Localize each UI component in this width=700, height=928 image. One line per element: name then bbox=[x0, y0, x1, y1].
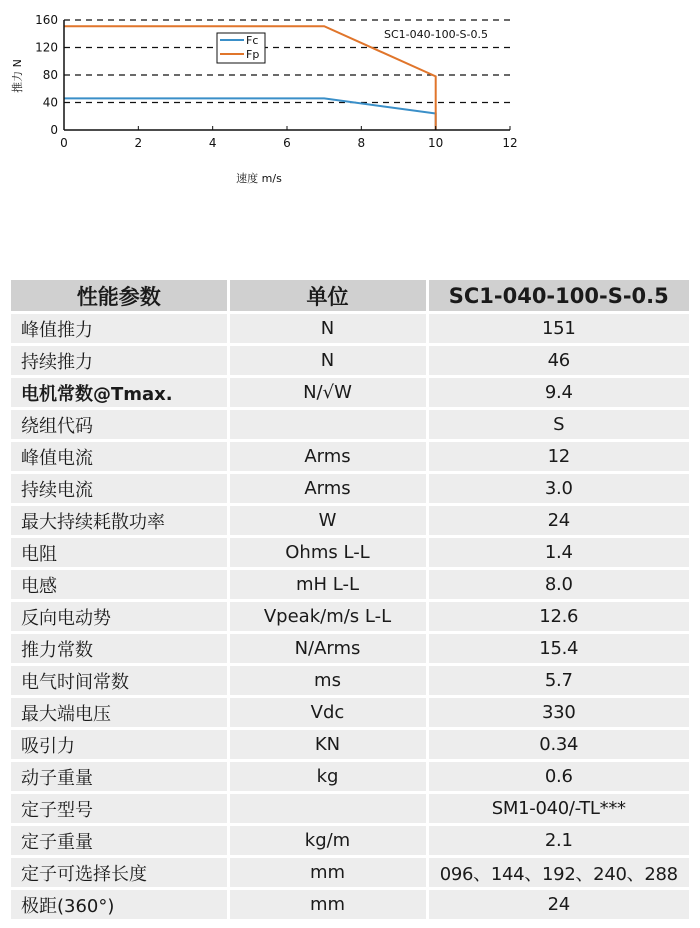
table-row bbox=[11, 857, 689, 889]
value-cell: 3.0 bbox=[427, 473, 689, 505]
value-cell: 1.4 bbox=[427, 537, 689, 569]
param-name-cell: 最大端电压 bbox=[11, 697, 228, 729]
table-row bbox=[11, 633, 689, 665]
table-row bbox=[11, 793, 689, 825]
value-cell: 12.6 bbox=[427, 601, 689, 633]
unit-cell: W bbox=[228, 505, 427, 537]
force-speed-chart bbox=[0, 0, 700, 200]
param-name-cell: 持续电流 bbox=[11, 473, 228, 505]
y-tick-label: 160 bbox=[35, 13, 58, 27]
x-axis-title: 速度 m/s bbox=[236, 172, 282, 185]
value-cell: 151 bbox=[427, 313, 689, 345]
param-name-cell: 动子重量 bbox=[11, 761, 228, 793]
unit-cell: kg bbox=[228, 761, 427, 793]
value-cell: 15.4 bbox=[427, 633, 689, 665]
legend bbox=[217, 33, 265, 63]
table-row bbox=[11, 473, 689, 505]
unit-cell: KN bbox=[228, 729, 427, 761]
value-cell: S bbox=[427, 409, 689, 441]
value-cell: 12 bbox=[427, 441, 689, 473]
value-cell: 0.6 bbox=[427, 761, 689, 793]
param-name-cell: 绕组代码 bbox=[11, 409, 228, 441]
value-cell: 24 bbox=[427, 889, 689, 921]
model-annotation: SC1-040-100-S-0.5 bbox=[384, 28, 489, 41]
value-cell: 8.0 bbox=[427, 569, 689, 601]
unit-cell: kg/m bbox=[228, 825, 427, 857]
value-cell: 9.4 bbox=[427, 377, 689, 409]
param-name-cell: 极距(360°) bbox=[11, 889, 228, 921]
value-cell: 2.1 bbox=[427, 825, 689, 857]
legend-label-fp: Fp bbox=[246, 48, 260, 61]
x-tick-label: 0 bbox=[60, 136, 68, 150]
table-row bbox=[11, 729, 689, 761]
table-row bbox=[11, 345, 689, 377]
y-axis-title: 推力 N bbox=[11, 59, 24, 93]
x-tick-label: 2 bbox=[134, 136, 143, 150]
header-unit: 单位 bbox=[228, 280, 427, 313]
value-cell: 330 bbox=[427, 697, 689, 729]
legend-label-fc: Fc bbox=[246, 34, 259, 47]
table-row bbox=[11, 569, 689, 601]
param-name-cell: 定子可选择长度 bbox=[11, 857, 228, 889]
table-row bbox=[11, 409, 689, 441]
unit-cell: mH L-L bbox=[228, 569, 427, 601]
table-row bbox=[11, 697, 689, 729]
x-tick-label: 12 bbox=[502, 136, 518, 150]
param-name-cell: 反向电动势 bbox=[11, 601, 228, 633]
spec-table bbox=[11, 280, 689, 922]
param-name-cell: 定子重量 bbox=[11, 825, 228, 857]
table-row bbox=[11, 505, 689, 537]
table-header-row bbox=[11, 280, 689, 313]
param-name-cell: 电感 bbox=[11, 569, 228, 601]
x-tick-label: 10 bbox=[428, 136, 444, 150]
table-row bbox=[11, 665, 689, 697]
param-name-cell: 峰值电流 bbox=[11, 441, 228, 473]
x-tick-label: 8 bbox=[357, 136, 366, 150]
param-name-cell: 吸引力 bbox=[11, 729, 228, 761]
header-param: 性能参数 bbox=[11, 280, 228, 313]
param-name-cell: 电阻 bbox=[11, 537, 228, 569]
y-tick-label: 120 bbox=[35, 40, 58, 55]
unit-cell bbox=[228, 793, 427, 825]
table-row bbox=[11, 825, 689, 857]
table-row bbox=[11, 761, 689, 793]
unit-cell bbox=[228, 409, 427, 441]
unit-cell: mm bbox=[228, 889, 427, 921]
param-name-cell: 电机常数@Tmax. bbox=[11, 377, 228, 409]
param-name-cell: 最大持续耗散功率 bbox=[11, 505, 228, 537]
param-name-cell: 持续推力 bbox=[11, 345, 228, 377]
table-row bbox=[11, 313, 689, 345]
unit-cell: Vdc bbox=[228, 697, 427, 729]
header-model: SC1-040-100-S-0.5 bbox=[427, 280, 689, 313]
unit-cell: N/Arms bbox=[228, 633, 427, 665]
table-row bbox=[11, 601, 689, 633]
unit-cell: mm bbox=[228, 857, 427, 889]
x-tick-label: 6 bbox=[283, 136, 291, 150]
table-row bbox=[11, 441, 689, 473]
table-row bbox=[11, 377, 689, 409]
unit-cell: Arms bbox=[228, 473, 427, 505]
unit-cell: N bbox=[228, 313, 427, 345]
param-name-cell: 定子型号 bbox=[11, 793, 228, 825]
param-name-cell: 推力常数 bbox=[11, 633, 228, 665]
table-body bbox=[11, 313, 689, 921]
unit-cell: ms bbox=[228, 665, 427, 697]
value-cell: 46 bbox=[427, 345, 689, 377]
unit-cell: Arms bbox=[228, 441, 427, 473]
x-tick-label: 4 bbox=[208, 136, 217, 150]
value-cell: 0.34 bbox=[427, 729, 689, 761]
param-name-cell: 电气时间常数 bbox=[11, 665, 228, 697]
unit-cell: N bbox=[228, 345, 427, 377]
value-cell: 096、144、192、240、288 bbox=[427, 857, 689, 889]
unit-cell: N/√W bbox=[228, 377, 427, 409]
param-name-cell: 峰值推力 bbox=[11, 313, 228, 345]
unit-cell: Vpeak/m/s L-L bbox=[228, 601, 427, 633]
unit-cell: Ohms L-L bbox=[228, 537, 427, 569]
y-tick-label: 0 bbox=[50, 123, 58, 137]
value-cell: 24 bbox=[427, 505, 689, 537]
y-tick-label: 80 bbox=[42, 68, 58, 82]
value-cell: 5.7 bbox=[427, 665, 689, 697]
table-row bbox=[11, 537, 689, 569]
value-cell: SM1-040/-TL*** bbox=[427, 793, 689, 825]
y-tick-label: 40 bbox=[42, 95, 58, 110]
table-row bbox=[11, 889, 689, 921]
